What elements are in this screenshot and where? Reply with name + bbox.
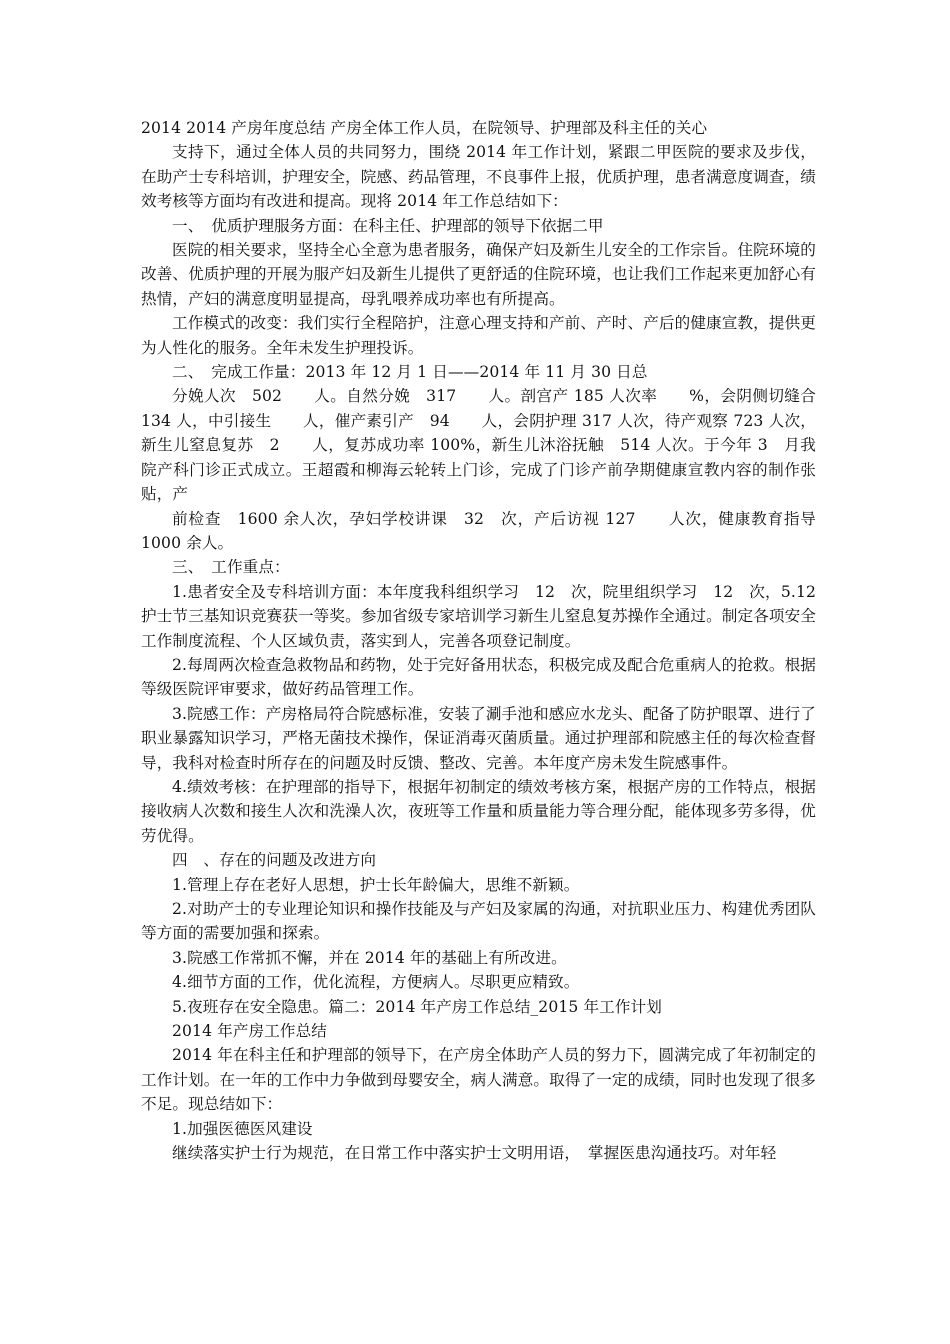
paragraph: 2.对助产士的专业理论知识和操作技能及与产妇及家属的沟通，对抗职业压力、构建优秀团队等方面的需要加强和探索。 (141, 900, 816, 943)
paragraph: 2014 年产房工作总结 (172, 1022, 327, 1041)
paragraph: 二、 完成工作量：2013 年 12 月 1 日——2014 年 11 月 30 日总 (172, 363, 648, 382)
paragraph: 3.院感工作：产房格局符合院感标准，安装了涮手池和感应水龙头、配备了防护眼罩、进行了职业暴露知识学习，严格无菌技术操作，保证消毒灭菌质量。通过护理部和院感主任的每次检查督导，我科对检查时所存在的问题及时反馈、整改、完善。本年度产房未发生院感事件。 (141, 704, 816, 772)
paragraph: 1.患者安全及专科培训方面：本年度我科组织学习 12 次，院里组织学习 12 次，5.12 护士节三基知识竞赛获一等奖。参加省级专家培训学习新生儿窒息复苏操作全通过。制定各项安全工作制度流程、个人区域负责，落实到人，完善各项登记制度。 (141, 582, 816, 650)
paragraph: 2014 年在科主任和护理部的领导下，在产房全体助产人员的努力下，圆满完成了年初制定的工作计划。在一年的工作中力争做到母婴安全，病人满意。取得了一定的成绩，同时也发现了很多不足。现总结如下： (141, 1046, 816, 1114)
paragraph: 继续落实护士行为规范，在日常工作中落实护士文明用语， 掌握医患沟通技巧。对年轻 (172, 1144, 777, 1163)
paragraph: 三、 工作重点： (172, 558, 290, 577)
paragraph: 一、 优质护理服务方面：在科主任、护理部的领导下依据二甲 (172, 216, 604, 235)
paragraph: 2.每周两次检查急救物品和药物，处于完好备用状态，积极完成及配合危重病人的抢救。根据等级医院评审要求，做好药品管理工作。 (141, 655, 816, 699)
paragraph: 四 、存在的问题及改进方向 (172, 851, 377, 870)
paragraph: 分娩人次 502 人。自然分娩 317 人。剖宫产 185 人次率 %，会阴侧切缝合 134 人，中引接生 人，催产素引产 94 人，会阴护理 317 人次，待产观察 723 人次，新生儿窒息复苏 2 人，复苏成功率 100%，新生儿沐浴抚触 514 人次。于今年 3 月我院产科门诊正式成立。王超霞和柳海云轮转上门诊，完成了门诊产前孕期健康宣教内容的制作张贴，产 (141, 387, 832, 504)
paragraph: 1.加强医德医风建设 (172, 1119, 313, 1138)
paragraph: 医院的相关要求，坚持全心全意为患者服务，确保产妇及新生儿安全的工作宗旨。住院环境的改善、优质护理的开展为服产妇及新生儿提供了更舒适的住院环境，也让我们工作起来更加舒心有热情，产妇的满意度明显提高，母乳喂养成功率也有所提高。 (141, 241, 816, 308)
paragraph: 支持下，通过全体人员的共同努力，围绕 2014 年工作计划，紧跟二甲医院的要求及步伐，在助产士专科培训，护理安全，院感、药品管理，不良事件上报，优质护理，患者满意度调查，绩效考核等方面均有改进和提高。现将 2014 年工作总结如下： (141, 143, 816, 211)
paragraph: 前检查 1600 余人次，孕妇学校讲课 32 次，产后访视 127 人次，健康教育指导 1000 余人。 (141, 509, 816, 552)
paragraph: 1.管理上存在老好人思想，护士长年龄偏大，思维不新颖。 (172, 875, 580, 894)
paragraph: 4.绩效考核：在护理部的指导下，根据年初制定的绩效考核方案，根据产房的工作特点，根据接收病人次数和接生人次和洗澡人次，夜班等工作量和质量能力等合理分配，能体现多劳多得，优劳优得。 (141, 777, 816, 845)
paragraph: 3.院感工作常抓不懈，并在 2014 年的基础上有所改进。 (172, 948, 567, 967)
paragraph: 2014 2014 产房年度总结 产房全体工作人员，在院领导、护理部及科主任的关心 (141, 119, 708, 137)
paragraph: 4.细节方面的工作，优化流程，方便病人。尽职更应精致。 (172, 973, 580, 992)
document-body (141, 116, 832, 1165)
paragraph: 5.夜班存在安全隐患。篇二：2014 年产房工作总结_2015 年工作计划 (172, 997, 662, 1016)
paragraph: 工作模式的改变：我们实行全程陪护，注意心理支持和产前、产时、产后的健康宣教，提供更为人性化的服务。全年未发生护理投诉。 (141, 314, 816, 357)
